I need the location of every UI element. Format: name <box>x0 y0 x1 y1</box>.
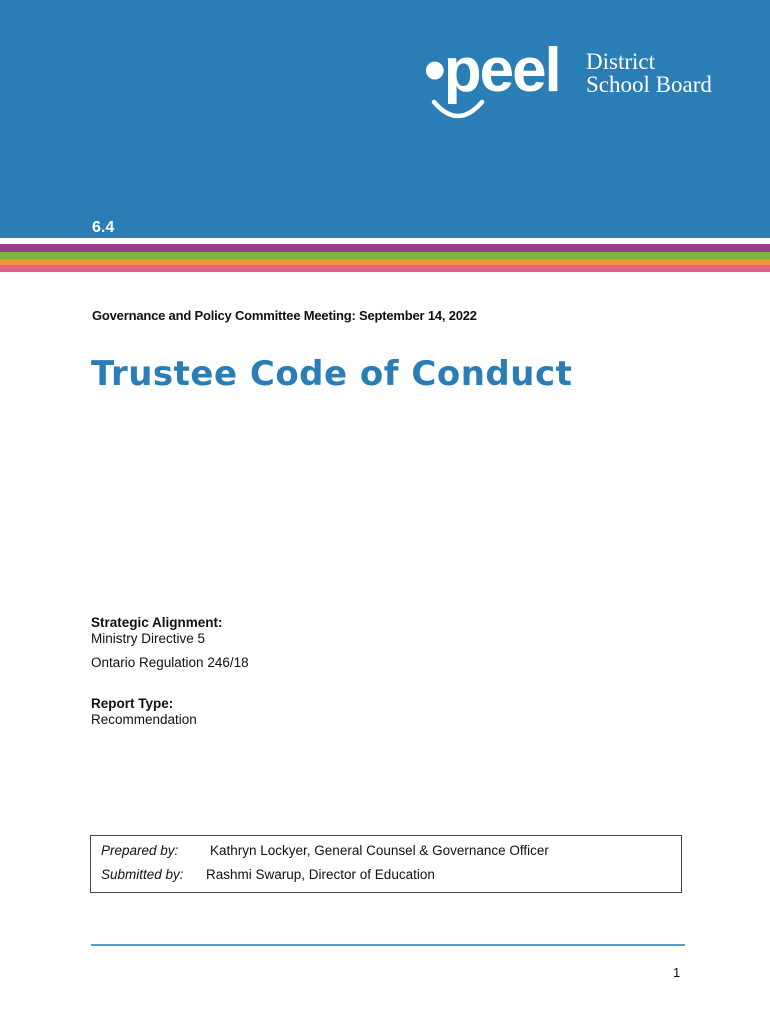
prepared-by-value: Kathryn Lockyer, General Counsel & Governance Officer <box>210 843 549 858</box>
logo-line-district: District <box>586 49 655 74</box>
report-type-section <box>91 696 197 728</box>
strategic-alignment-item: Ministry Directive 5 <box>91 631 206 646</box>
logo-text <box>586 50 712 96</box>
page-title: Trustee Code of Conduct <box>91 354 573 394</box>
strategic-alignment-section <box>91 615 249 671</box>
logo-word: peel <box>443 36 560 105</box>
logo-wordmark <box>424 36 560 105</box>
report-type-value: Recommendation <box>91 712 197 727</box>
stripe-purple <box>0 244 770 252</box>
page-number: 1 <box>673 965 681 980</box>
stripe-green <box>0 252 770 259</box>
header-banner <box>0 0 770 238</box>
strategic-alignment-item: Ontario Regulation 246/18 <box>91 655 249 670</box>
strategic-alignment-label: Strategic Alignment: <box>91 615 223 630</box>
meeting-line: Governance and Policy Committee Meeting: September 14, 2022 <box>92 308 477 323</box>
smile-icon <box>430 96 486 126</box>
authorship-box <box>90 835 682 893</box>
report-type-label: Report Type: <box>91 696 174 711</box>
prepared-by-label: Prepared by: <box>101 843 179 858</box>
agenda-item-number: 6.4 <box>92 219 115 236</box>
submitted-by-value: Rashmi Swarup, Director of Education <box>206 867 435 882</box>
logo-dot-icon: • <box>424 36 444 105</box>
footer-divider <box>91 944 685 946</box>
stripe-pink <box>0 265 770 272</box>
logo-line-school-board: School Board <box>586 72 712 97</box>
peel-logo <box>424 36 744 130</box>
submitted-by-label: Submitted by: <box>101 867 184 882</box>
